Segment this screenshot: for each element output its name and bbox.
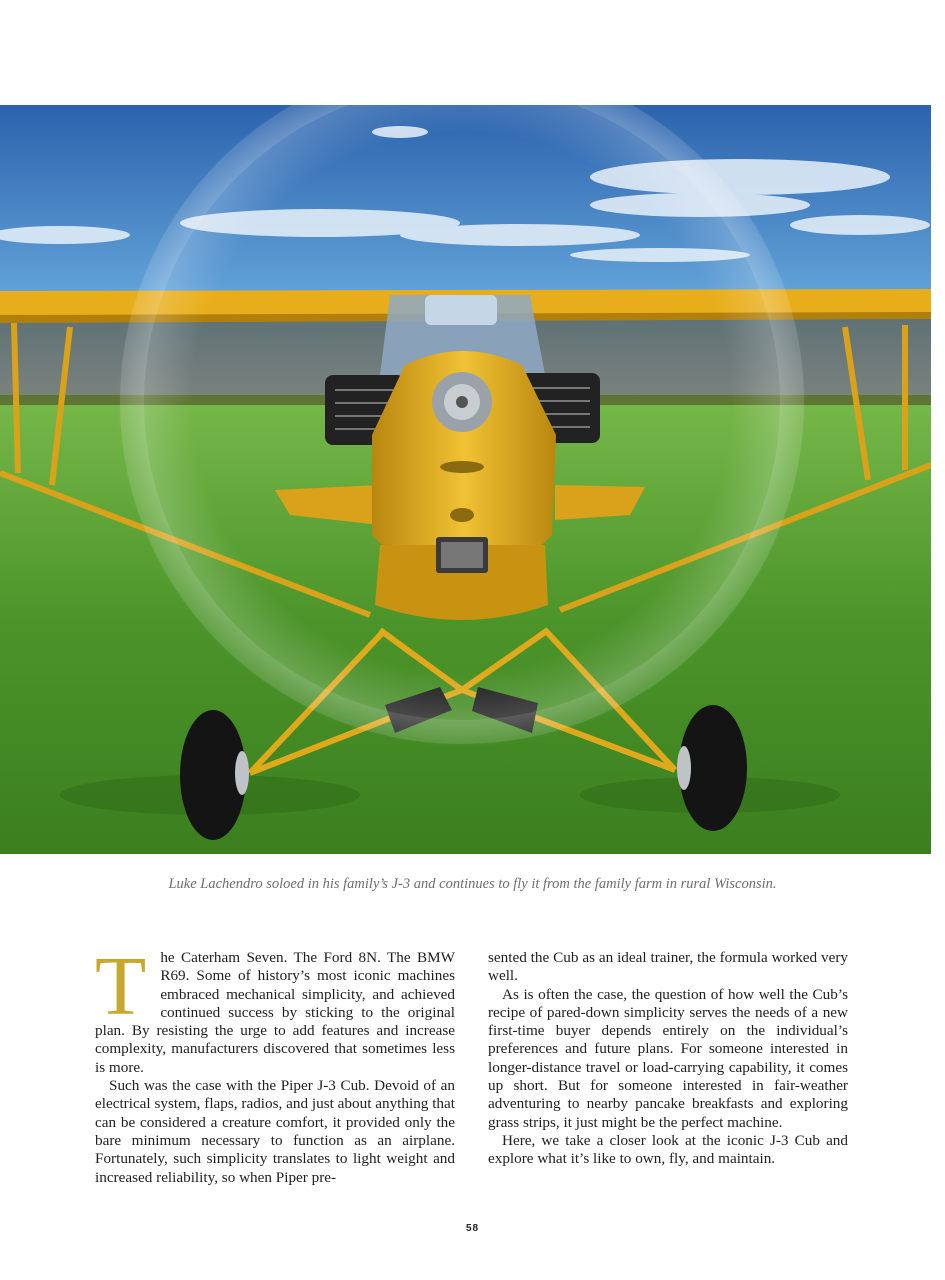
article-paragraph: Such was the case with the Piper J-3 Cub. Devoid of an electrical system, flaps, radios, and just about anything that can be considered a creature comfort, it provided only the bare minimum necessary to function as an airplane. Fortunately, such simplicity translates to light weight and increased reliability, so when Piper pre-: [95, 1077, 455, 1186]
article-paragraph: Here, we take a closer look at the iconic J-3 Cub and explore what it’s like to own, fly, and maintain.: [488, 1131, 848, 1168]
airplane-photo: [0, 105, 931, 854]
article-paragraph: [95, 940, 455, 1077]
photo-caption: Luke Lachendro soloed in his family’s J-3 and continues to fly it from the family farm in rural Wisconsin.: [168, 876, 777, 892]
article-paragraph: As is often the case, the question of how well the Cub’s recipe of pared-down simplicity serves the needs of a new first-time buyer depends entirely on the individual’s preferences and future plans. For someone interested in longer-distance travel or load-carrying capability, it comes up short. But for someone interested in fair-weather adventuring to nearby pancake breakfasts and exploring grass strips, it just might be the perfect machine.: [488, 985, 848, 1131]
page-number: 58: [465, 1223, 480, 1234]
article-paragraph: sented the Cub as an ideal trainer, the formula worked very well.: [488, 949, 848, 985]
drop-cap: T: [95, 940, 147, 1033]
article-column-1: [95, 940, 455, 1187]
paragraph-text: he Caterham Seven. The Ford 8N. The BMW R69. Some of history’s most iconic machines embraced mechanical simplicity, and achieved continued success by sticking to the original plan. By resisting the urge to add features and increase complexity, manufacturers discovered that sometimes less is more.: [95, 949, 455, 1076]
article-column-2: [488, 949, 848, 1169]
